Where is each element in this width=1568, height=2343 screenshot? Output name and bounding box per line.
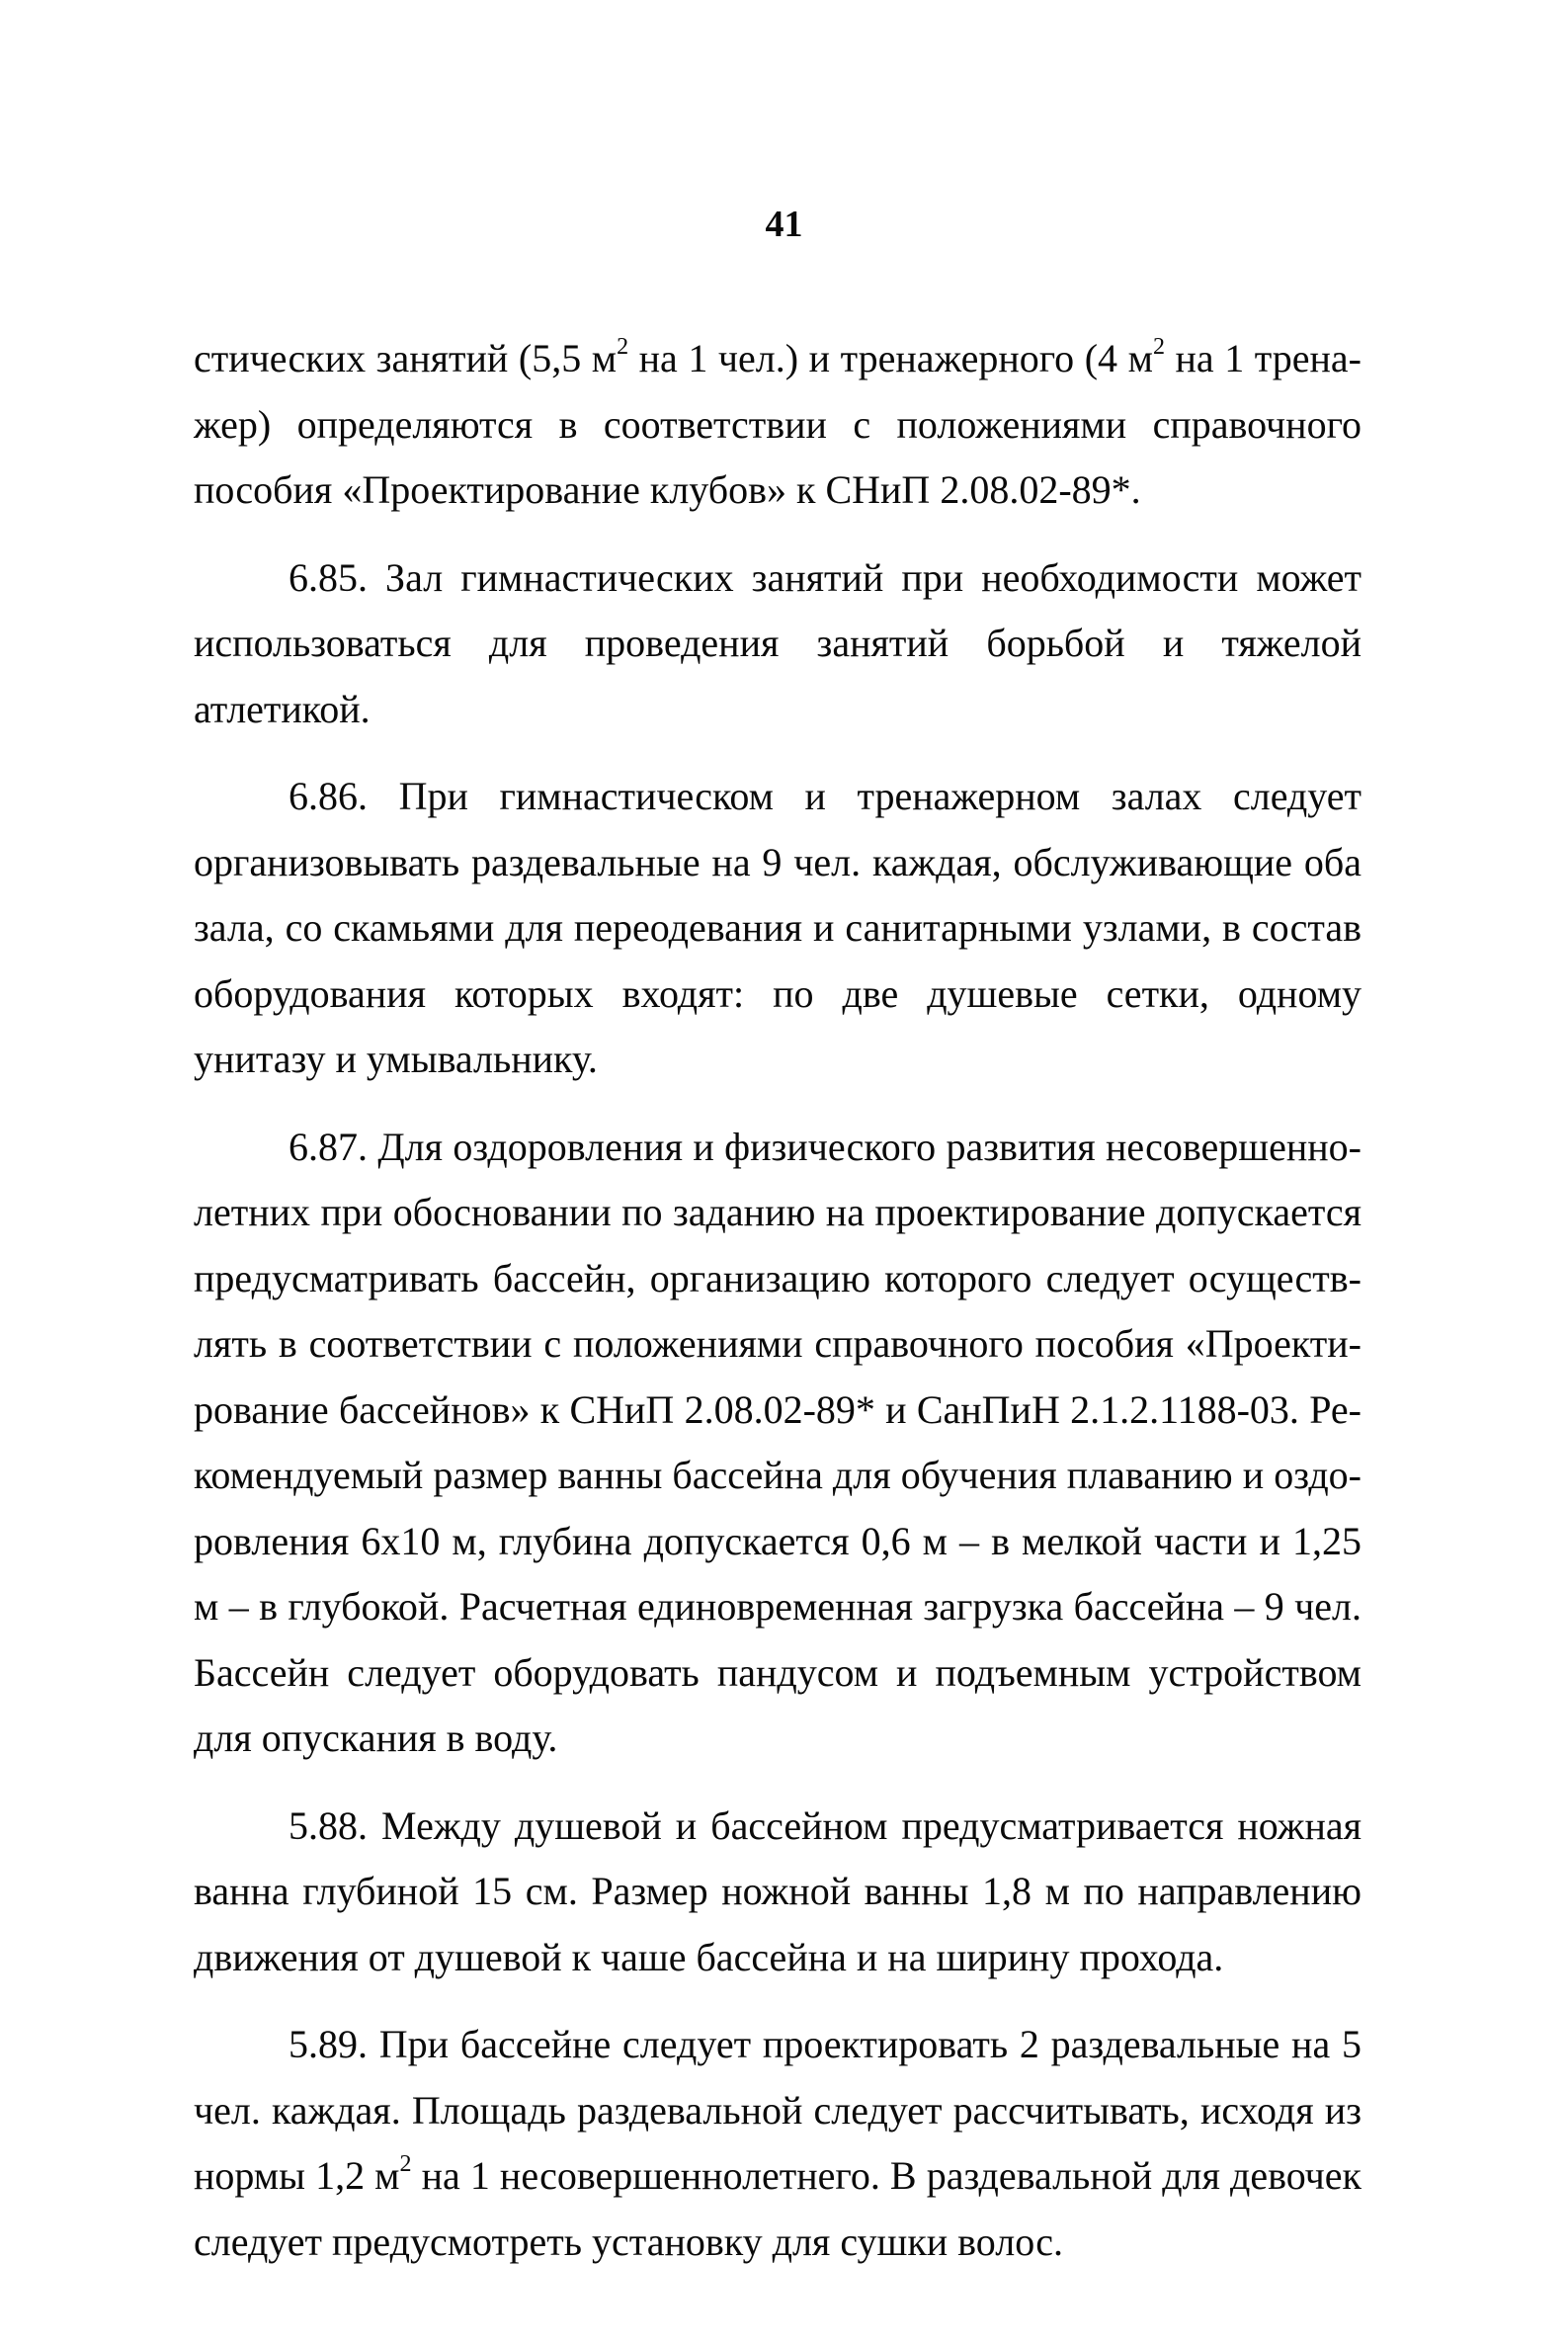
paragraph-5-88: 5.88. Между душевой и бассейном предусматривается ножная ванна глубиной 15 см. Размер ножной ванны 1,8 м по направлению движения от душевой к чаше бассейна и на ширину прохода. bbox=[194, 1802, 1362, 1979]
page-number: 41 bbox=[765, 204, 803, 245]
paragraph-6-86: 6.86. При гимнастическом и тренажерном залах следует организовывать раздевальные на 9 чел. каждая, обслуживающие оба зала, со скамьями для переодевания и санитарными узлами, в состав оборудования которых входят: по две душевые сетки, одному унитазу и умывальнику. bbox=[194, 774, 1362, 1081]
superscript: 2 bbox=[617, 334, 629, 360]
paragraph-text: на 1 чел.) и тренажерного (4 м bbox=[628, 336, 1153, 380]
paragraph-text: 5.89. При бассейне следует проектировать 2 раздевальные на 5 чел. каждая. Площадь раздевальной следует рассчитывать, исходя из нормы 1,2 м bbox=[194, 2022, 1362, 2198]
paragraph-6-85: 6.85. Зал гимнастических занятий при необходимости может использоваться для проведения занятий борьбой и тяжелой атлетикой. bbox=[194, 554, 1362, 731]
paragraph-5-89 bbox=[194, 2012, 1362, 2275]
superscript: 2 bbox=[399, 2151, 412, 2177]
paragraph-text: стических занятий (5,5 м bbox=[194, 336, 618, 380]
paragraph-text: на 1 тренажер) определяются в соответствии с положениями справочного пособия «Проектирование клубов» к СНиП 2.08.02-89*. bbox=[194, 336, 1362, 512]
paragraph-text: на 1 несовершеннолетнего. В раздевальной для девочек следует предусмотреть установку для сушки волос. bbox=[194, 2153, 1362, 2264]
document-body bbox=[194, 326, 1362, 2275]
superscript: 2 bbox=[1152, 334, 1165, 360]
paragraph-continuation bbox=[194, 326, 1362, 524]
paragraph-6-87: 6.87. Для оздоровления и физического развития несовершеннолетних при обосновании по заданию на проектирование допускается предусматривать бассейн, организацию которого следует осуществлять в соответствии с положениями справочного пособия «Проектирование бассейнов» к СНиП 2.08.02-89* и СанПиН 2.1.2.1188-03. Рекомендуемый размер ванны бассейна для обучения плаванию и оздоровления 6х10 м, глубина допускается 0,6 м – в мелкой части и 1,25 м – в глубокой. Расчетная единовременная загрузка бассейна – 9 чел. Бассейн следует оборудовать пандусом и подъемным устройством для опускания в воду. bbox=[194, 1124, 1362, 1760]
